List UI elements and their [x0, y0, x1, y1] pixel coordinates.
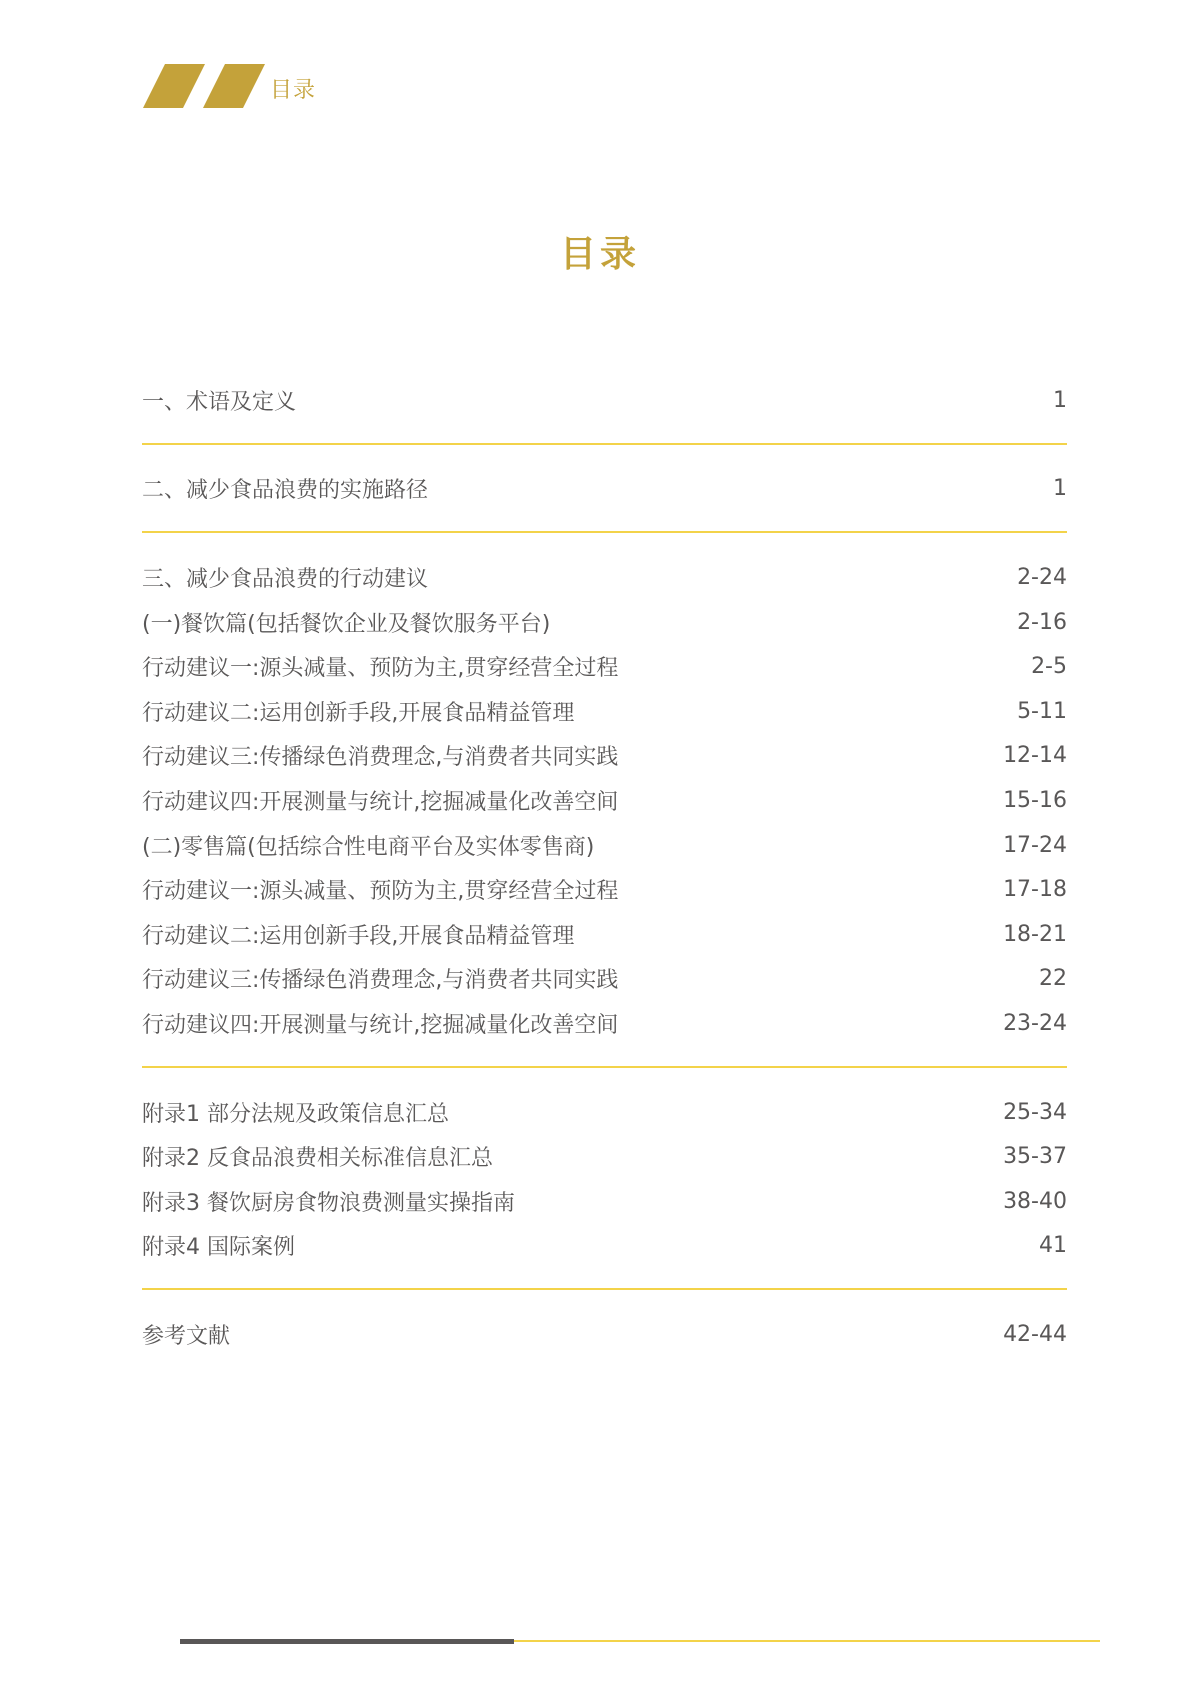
toc-entry-page: 18-21 [1003, 921, 1067, 947]
toc-entry-label: (一)餐饮篇(包括餐饮企业及餐饮服务平台) [142, 611, 551, 637]
toc-entry-label: 行动建议二:运用创新手段,开展食品精益管理 [142, 700, 575, 726]
toc-entry[interactable] [142, 957, 1067, 1002]
toc-entry[interactable] [142, 378, 1067, 423]
toc-entry-page: 41 [1039, 1233, 1067, 1259]
toc-entry-label: 附录1 部分法规及政策信息汇总 [142, 1101, 449, 1127]
toc-entry-page: 2-16 [1017, 609, 1067, 635]
toc-entry-label: 行动建议四:开展测量与统计,挖掘减量化改善空间 [142, 1012, 619, 1038]
toc-entry[interactable] [142, 1224, 1067, 1269]
toc-entry[interactable] [142, 778, 1067, 823]
toc-entry-page: 25-34 [1003, 1099, 1067, 1125]
toc-entry-label: 行动建议四:开展测量与统计,挖掘减量化改善空间 [142, 789, 619, 815]
toc-entry-label: (二)零售篇(包括综合性电商平台及实体零售商) [142, 834, 595, 860]
toc-group-appendix [142, 1090, 1067, 1290]
footer-rule-dark [180, 1639, 514, 1644]
toc-entry[interactable] [142, 823, 1067, 868]
toc-entry-label: 附录2 反食品浪费相关标准信息汇总 [142, 1146, 493, 1172]
toc-group-actions [142, 555, 1067, 1068]
toc-entry-page: 23-24 [1003, 1010, 1067, 1036]
toc-entry-page: 22 [1039, 966, 1067, 992]
footer-rule-gold [514, 1640, 1100, 1642]
toc-entry[interactable] [142, 734, 1067, 779]
toc-entry-page: 1 [1053, 476, 1067, 502]
page-title: 目录 [559, 234, 640, 275]
toc-entry-page: 2-24 [1017, 564, 1067, 590]
toc-entry[interactable] [142, 600, 1067, 645]
toc-entry-page: 17-18 [1003, 877, 1067, 903]
toc-entry-page: 35-37 [1003, 1144, 1067, 1170]
toc-entry[interactable] [142, 467, 1067, 512]
toc-group-terms [142, 378, 1067, 445]
toc-entry-label: 一、术语及定义 [142, 389, 297, 415]
header-section-label: 目录 [270, 78, 317, 103]
toc-entry-label: 行动建议三:传播绿色消费理念,与消费者共同实践 [142, 745, 619, 771]
toc-entry-label: 三、减少食品浪费的行动建议 [142, 566, 429, 592]
toc-entry[interactable] [142, 1179, 1067, 1224]
toc-entry-label: 参考文献 [142, 1323, 231, 1349]
toc-entry[interactable] [142, 912, 1067, 957]
toc-entry[interactable] [142, 555, 1067, 600]
toc-entry-page: 38-40 [1003, 1188, 1067, 1214]
toc-entry-page: 15-16 [1003, 787, 1067, 813]
toc-group-references [142, 1312, 1067, 1377]
toc-entry-label: 行动建议一:源头减量、预防为主,贯穿经营全过程 [142, 879, 619, 905]
toc-entry[interactable] [142, 867, 1067, 912]
toc-entry[interactable] [142, 1090, 1067, 1135]
toc-entry-label: 行动建议一:源头减量、预防为主,贯穿经营全过程 [142, 656, 619, 682]
toc-entry-page: 2-5 [1031, 654, 1067, 680]
toc-entry-label: 行动建议三:传播绿色消费理念,与消费者共同实践 [142, 968, 619, 994]
toc-entry-page: 1 [1053, 387, 1067, 413]
toc-entry-page: 17-24 [1003, 832, 1067, 858]
toc-entry-label: 附录3 餐饮厨房食物浪费测量实操指南 [142, 1190, 515, 1216]
toc-entry-page: 12-14 [1003, 743, 1067, 769]
toc-entry-page: 42-44 [1003, 1321, 1067, 1347]
toc-entry[interactable] [142, 1134, 1067, 1179]
toc-entry[interactable] [142, 644, 1067, 689]
toc-entry-label: 行动建议二:运用创新手段,开展食品精益管理 [142, 923, 575, 949]
toc-entry[interactable] [142, 689, 1067, 734]
toc-entry-page: 5-11 [1017, 698, 1067, 724]
toc-entry-label: 附录4 国际案例 [142, 1235, 295, 1261]
toc-entry[interactable] [142, 1312, 1067, 1357]
header-stripes-logo [143, 64, 273, 108]
toc-group-path [142, 467, 1067, 534]
toc-entry-label: 二、减少食品浪费的实施路径 [142, 478, 429, 504]
table-of-contents [142, 378, 1067, 1399]
toc-entry[interactable] [142, 1001, 1067, 1046]
